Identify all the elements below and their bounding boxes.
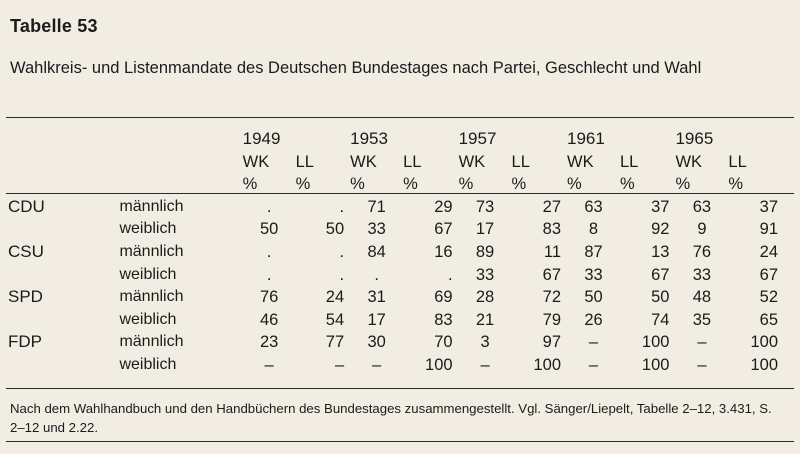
wk-value-cell: 89 <box>475 242 495 261</box>
wk-value-cell: 33 <box>475 265 495 284</box>
table-title: Wahlkreis- und Listenmandate des Deutschen Bundestages nach Partei, Geschlecht und Wahl <box>10 59 702 77</box>
ll-value-cell: 67 <box>542 265 562 284</box>
wk-value-cell: 63 <box>584 197 603 216</box>
ll-value-cell: 79 <box>542 310 562 329</box>
ll-value-cell: 27 <box>542 197 562 216</box>
wk-value-cell: – <box>588 333 599 352</box>
unit-label: % <box>350 175 365 194</box>
ll-value-cell: 83 <box>434 310 453 329</box>
gender-cell: männlich <box>119 333 184 351</box>
wk-value-cell: – <box>697 355 707 374</box>
ll-value-cell: 50 <box>651 288 670 307</box>
wk-value-cell: 87 <box>584 242 603 261</box>
party-cell <box>8 218 119 241</box>
wk-header: WK <box>675 152 703 171</box>
wk-value-cell: 35 <box>692 310 712 329</box>
party-cell: FDP <box>8 332 42 352</box>
wk-value-cell: 33 <box>692 265 712 284</box>
wk-value-cell: 17 <box>475 220 495 239</box>
wk-value-cell: – <box>588 355 599 374</box>
wk-value-cell: 28 <box>475 288 495 307</box>
wk-value-cell: 50 <box>584 288 603 307</box>
year-header: 1957 <box>458 129 497 148</box>
wk-header: WK <box>242 152 270 171</box>
party-cell <box>8 354 119 377</box>
ll-value-cell: 37 <box>651 197 670 216</box>
ll-value-cell: 54 <box>325 310 345 329</box>
ll-value-cell: 50 <box>325 220 345 239</box>
ll-value-cell: . <box>339 265 345 284</box>
wk-value-cell: 33 <box>367 220 386 239</box>
ll-value-cell: 24 <box>325 288 345 307</box>
wk-value-cell: 17 <box>367 310 386 329</box>
ll-value-cell: 74 <box>651 310 670 329</box>
ll-value-cell: 52 <box>759 288 778 307</box>
wk-value-cell: – <box>264 355 274 374</box>
wk-value-cell: 23 <box>259 333 279 352</box>
ll-value-cell: – <box>334 355 345 374</box>
unit-label: % <box>295 175 311 194</box>
ll-value-cell: 100 <box>425 355 453 374</box>
ll-header: LL <box>619 152 639 171</box>
table-row <box>8 241 784 264</box>
ll-value-cell: . <box>339 197 345 216</box>
wk-value-cell: 71 <box>367 197 386 216</box>
top-rule <box>6 117 794 118</box>
party-cell: CDU <box>8 196 45 216</box>
ll-value-cell: 13 <box>651 242 670 261</box>
ll-header: LL <box>511 152 530 171</box>
wk-value-cell: 84 <box>367 242 386 261</box>
table-row <box>8 331 784 354</box>
ll-value-cell: 77 <box>325 333 345 352</box>
wk-value-cell: . <box>266 197 272 216</box>
bottom-rule <box>6 388 794 389</box>
year-header: 1961 <box>567 129 605 148</box>
unit-label: % <box>567 175 582 194</box>
table-row <box>8 354 784 377</box>
ll-value-cell: 37 <box>759 197 778 216</box>
wk-header: WK <box>350 152 377 171</box>
ll-value-cell: 67 <box>759 265 778 284</box>
wk-value-cell: 30 <box>367 333 386 352</box>
unit-label: % <box>458 175 474 194</box>
wk-value-cell: 73 <box>475 197 495 216</box>
party-cell <box>8 264 119 287</box>
wk-value-cell: . <box>374 265 379 284</box>
gender-cell: weiblich <box>119 265 177 283</box>
header-rule <box>6 193 794 194</box>
wk-value-cell: 46 <box>259 310 279 329</box>
year-header: 1953 <box>350 129 388 148</box>
year-header: 1949 <box>242 129 281 148</box>
wk-value-cell: 63 <box>692 197 712 216</box>
wk-value-cell: 76 <box>692 242 712 261</box>
party-cell: SPD <box>8 287 43 307</box>
gender-cell: weiblich <box>119 310 177 328</box>
ll-value-cell: 11 <box>543 242 562 261</box>
ll-value-cell: 72 <box>542 288 562 307</box>
wk-value-cell: 21 <box>475 310 495 329</box>
ll-value-cell: 67 <box>434 220 453 239</box>
ll-header: LL <box>728 152 747 171</box>
mandate-table <box>8 128 784 377</box>
ll-header: LL <box>295 152 314 171</box>
wk-value-cell: . <box>266 242 272 261</box>
ll-value-cell: 100 <box>750 355 778 374</box>
unit-label: % <box>619 175 635 194</box>
wk-value-cell: 3 <box>480 333 490 352</box>
ll-header: LL <box>403 152 422 171</box>
unit-label: % <box>403 175 418 194</box>
ll-value-cell: . <box>339 242 345 261</box>
unit-label: % <box>675 175 691 194</box>
wk-value-cell: 26 <box>584 310 603 329</box>
gender-cell: männlich <box>119 288 184 306</box>
unit-label: % <box>511 175 527 194</box>
ll-value-cell: 91 <box>759 220 778 239</box>
wk-value-cell: – <box>480 355 490 374</box>
wk-value-cell: – <box>372 355 382 374</box>
ll-value-cell: 97 <box>542 333 562 352</box>
gender-cell: weiblich <box>119 220 177 238</box>
column-type-row <box>8 151 784 174</box>
ll-value-cell: . <box>447 265 453 284</box>
ll-value-cell: 69 <box>434 288 453 307</box>
table-row <box>8 196 784 219</box>
gender-cell: männlich <box>119 242 184 260</box>
source-footnote: Nach dem Wahlhandbuch und den Handbüchern des Bundestages zusammengestellt. Vgl. Sänger/Liepelt, Tabelle 2–12, 3.431, S. 2–12 und 2.22. <box>10 401 772 435</box>
ll-value-cell: 65 <box>759 310 778 329</box>
ll-value-cell: 92 <box>651 220 670 239</box>
party-cell <box>8 309 119 332</box>
year-header-row <box>8 128 784 151</box>
unit-label: % <box>728 175 744 194</box>
wk-value-cell: 50 <box>259 220 279 239</box>
ll-value-cell: 100 <box>641 355 670 374</box>
table-row <box>8 218 784 241</box>
wk-value-cell: – <box>697 333 707 352</box>
wk-value-cell: 9 <box>697 220 707 239</box>
ll-value-cell: 100 <box>750 333 778 352</box>
wk-header: WK <box>567 152 594 171</box>
party-cell: CSU <box>8 241 44 261</box>
wk-value-cell: 31 <box>367 288 386 307</box>
gender-cell: weiblich <box>119 355 177 373</box>
wk-header: WK <box>458 152 486 171</box>
ll-value-cell: 70 <box>434 333 453 352</box>
table-row <box>8 264 784 287</box>
wk-value-cell: 8 <box>588 220 599 239</box>
table-label: Tabelle 53 <box>10 16 98 36</box>
wk-value-cell: . <box>266 265 272 284</box>
ll-value-cell: 100 <box>641 333 670 352</box>
year-header: 1965 <box>675 129 714 148</box>
ll-value-cell: 29 <box>434 197 453 216</box>
table-row <box>8 286 784 309</box>
ll-value-cell: 83 <box>542 220 562 239</box>
wk-value-cell: 48 <box>692 288 712 307</box>
wk-value-cell: 33 <box>584 265 603 284</box>
ll-value-cell: 100 <box>533 355 562 374</box>
ll-value-cell: 24 <box>759 242 778 261</box>
gender-cell: männlich <box>119 197 184 215</box>
ll-value-cell: 67 <box>651 265 670 284</box>
table-row <box>8 309 784 332</box>
footnote-rule <box>6 441 794 442</box>
unit-label: % <box>242 175 258 194</box>
ll-value-cell: 16 <box>434 242 453 261</box>
wk-value-cell: 76 <box>259 288 279 307</box>
